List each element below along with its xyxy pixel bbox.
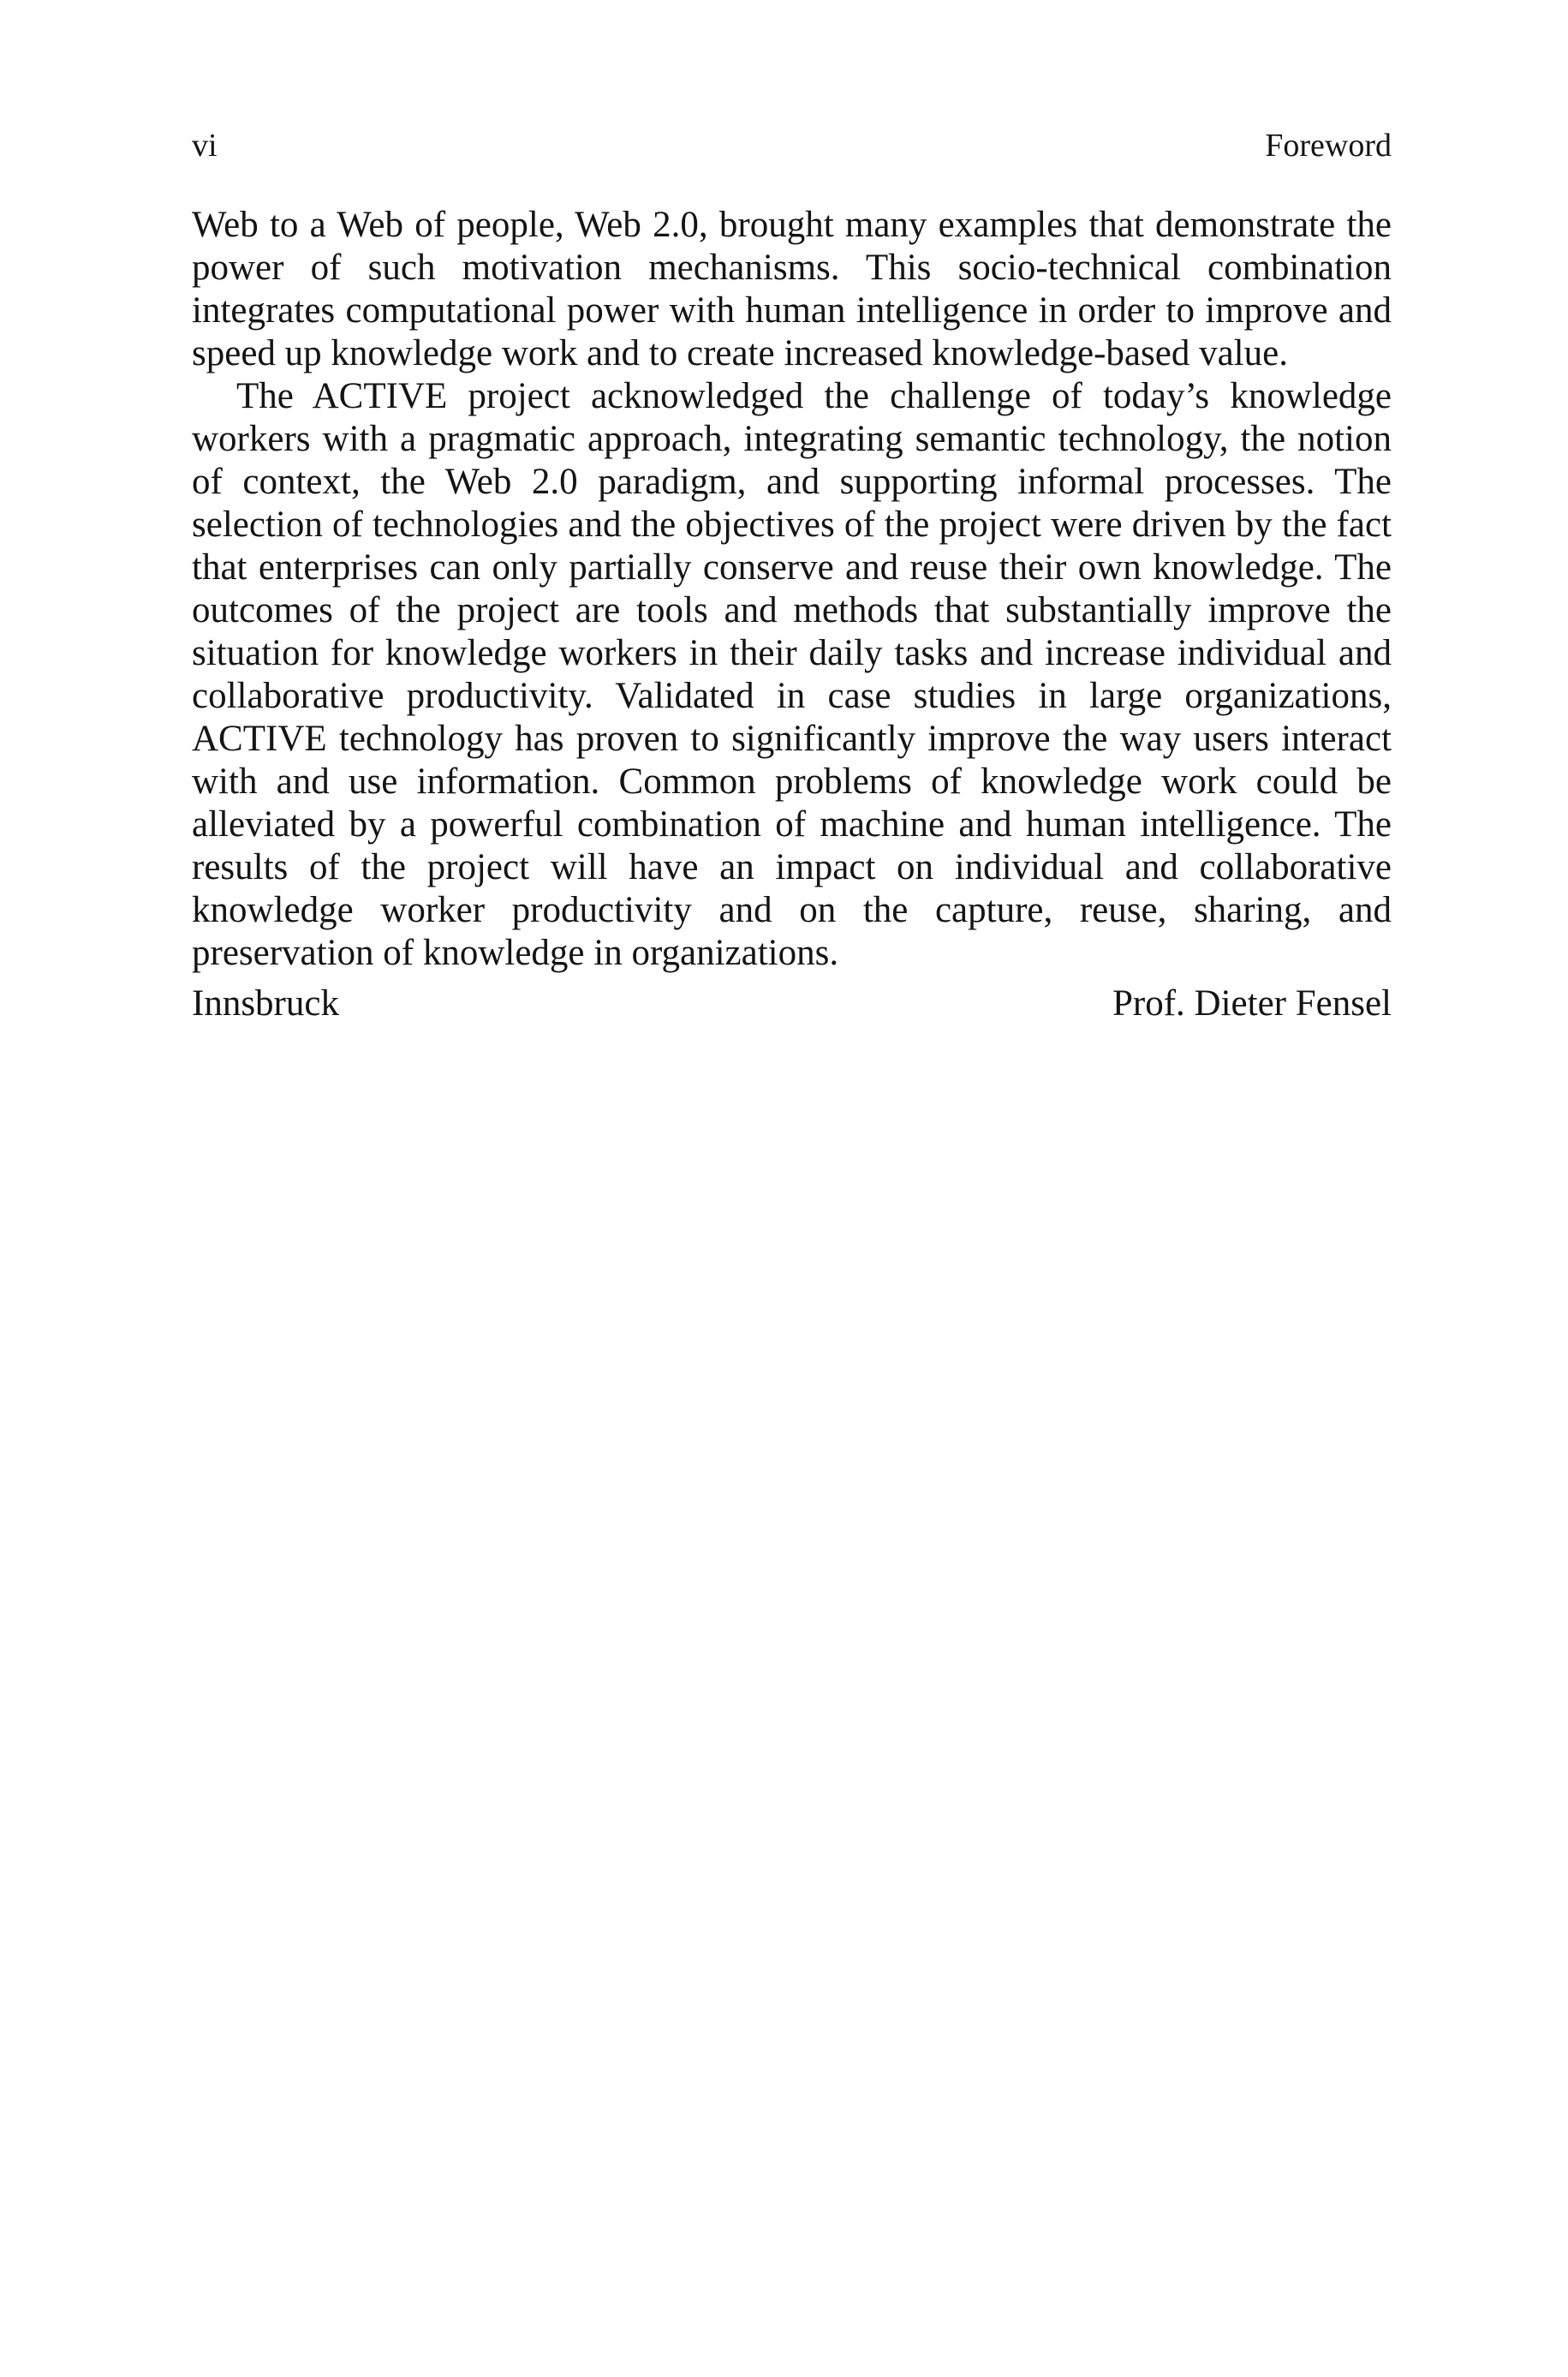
page-number: vi <box>192 128 218 164</box>
section-title: Foreword <box>1265 128 1392 164</box>
running-head <box>192 127 1392 164</box>
book-page <box>192 0 1392 2377</box>
signature-place: Innsbruck <box>192 983 339 1024</box>
signature-line <box>192 982 1392 1026</box>
signature-author: Prof. Dieter Fensel <box>1112 983 1392 1024</box>
paragraph-1: Web to a Web of people, Web 2.0, brought many examples that demonstrate the power of such motivation mechanisms. This socio-technical combination integrates computational power with human intelligence in order to improve and speed up knowledge work and to create increased knowledge-based value. <box>192 205 1392 373</box>
foreword-body <box>192 204 1392 975</box>
paragraph-2: The ACTIVE project acknowledged the challenge of today’s knowledge workers with a pragmatic approach, integrating semantic technology, the notion of context, the Web 2.0 paradigm, and supporting informal processes. The selection of technologies and the objectives of the project were driven by the fact that enterprises can only partially conserve and reuse their own knowledge. The outcomes of the project are tools and methods that substantially improve the situation for knowledge workers in their daily tasks and increase individual and collaborative productivity. Validated in case studies in large organizations, ACTIVE technology has proven to significantly improve the way users interact with and use information. Common problems of knowledge work could be alleviated by a powerful combination of machine and human intelligence. The results of the project will have an impact on individual and collaborative knowledge worker productivity and on the capture, reuse, sharing, and preservation of knowledge in organizations. <box>192 376 1392 973</box>
